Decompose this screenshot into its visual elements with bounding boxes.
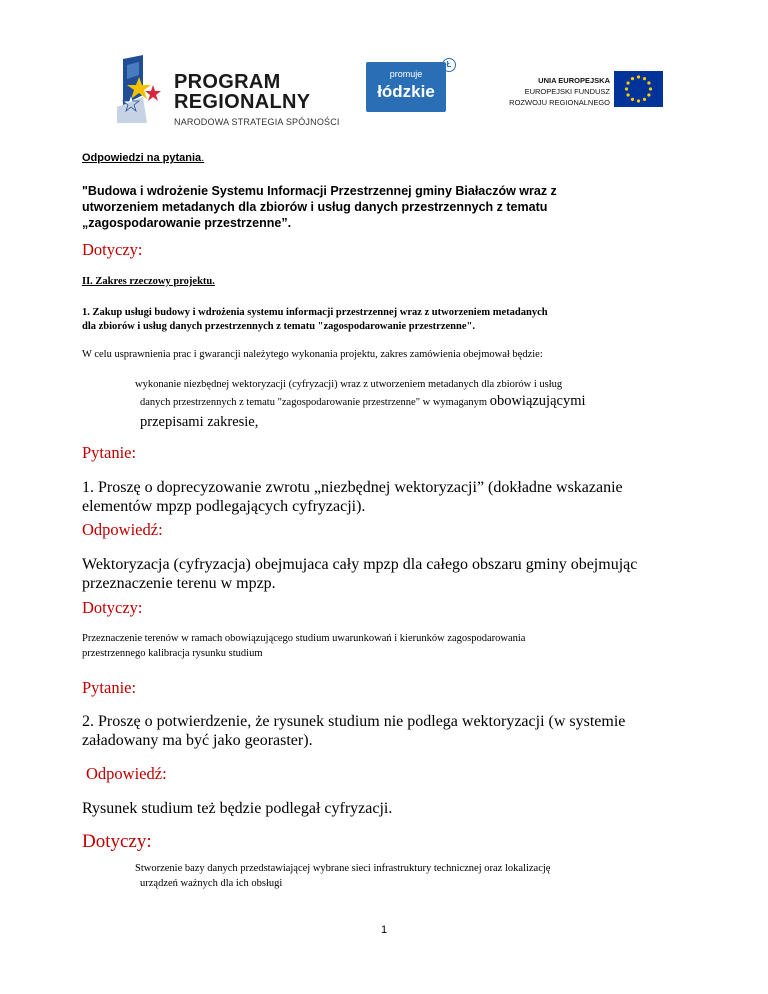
program-line2: REGIONALNY — [174, 91, 311, 113]
scope-item-line2: danych przestrzennych z tematu "zagospodarowanie przestrzenne" w wymaganym — [140, 397, 488, 408]
dotyczy-label-1: Dotyczy: — [82, 240, 143, 259]
lodzkie-badge-icon: Ł — [442, 58, 456, 72]
promuje-lodzkie-logo — [366, 58, 458, 112]
scope-item-line3: przepisami zakresie, — [140, 414, 259, 430]
scope-item-line1: wykonanie niezbędnej wektoryzacji (cyfryzacji) wraz z utworzeniem metadanych dla zbiorów i usług — [135, 379, 563, 390]
dotyczy-3-text — [135, 861, 550, 891]
lodzkie-name-text: łódzkie — [377, 82, 435, 101]
question-2-line1: 2. Proszę o potwierdzenie, że rysunek studium nie podlega wektoryzacji (w systemie — [82, 713, 626, 730]
project-title-line3: „zagospodarowanie przestrzenne”. — [82, 216, 292, 230]
page-number: 1 — [380, 924, 388, 936]
question-1-text — [82, 478, 623, 516]
dotyczy-3-line2: urządzeń ważnych dla ich obsługi — [140, 878, 283, 889]
program-regionalny-logo-text — [174, 72, 340, 127]
dotyczy-2-line2: przestrzennego kalibracja rysunku studium — [82, 648, 263, 659]
question-2-text — [82, 712, 625, 750]
answer-label-1: Odpowiedź: — [82, 520, 163, 539]
item1-line1: 1. Zakup usługi budowy i wdrożenia systemu informacji przestrzennej wraz z utworzeniem metadanych — [82, 307, 548, 318]
item1-text — [82, 306, 548, 334]
question-label-2: Pytanie: — [82, 678, 137, 697]
answer-2-text: Rysunek studium też będzie podlegał cyfryzacji. — [82, 800, 393, 817]
project-title-line2: utworzeniem metadanych dla zbiorów i usług danych przestrzennych z tematu — [82, 200, 548, 214]
scope-item-line2-row — [140, 393, 586, 411]
program-line3: NARODOWA STRATEGIA SPÓJNOŚCI — [174, 117, 340, 127]
answer-label-2: Odpowiedź: — [86, 764, 167, 783]
answer-1-line1: Wektoryzacja (cyfryzacja) obejmujaca cały mpzp dla całego obszaru gminy obejmując — [82, 556, 638, 573]
scope-item-line2-big: obowiązującymi — [489, 393, 586, 409]
answer-1-text — [82, 555, 637, 593]
eu-line3: ROZWOJU REGIONALNEGO — [509, 98, 610, 107]
lodzkie-promuje-text: promuje — [389, 69, 423, 79]
project-title — [82, 183, 557, 231]
answer-1-line2: przeznaczenie terenu w mpzp. — [82, 575, 276, 592]
dotyczy-label-2: Dotyczy: — [82, 598, 143, 617]
eu-logo-text — [486, 75, 610, 108]
project-title-line1: "Budowa i wdrożenie Systemu Informacji Przestrzennej gminy Białaczów wraz z — [82, 184, 557, 198]
eu-line2: EUROPEJSKI FUNDUSZ — [524, 87, 610, 96]
dotyczy-2-line1: Przeznaczenie terenów w ramach obowiązującego studium uwarunkowań i kierunków zagospodarowania — [82, 633, 526, 644]
lodzkie-logo-box — [366, 62, 446, 112]
program-line1: PROGRAM — [174, 71, 281, 93]
scope-item — [135, 377, 586, 430]
dotyczy-3-line1: Stworzenie bazy danych przedstawiającej wybrane sieci infrastruktury technicznej oraz lokalizację — [135, 863, 551, 874]
eu-flag-icon — [614, 71, 663, 107]
eu-line1: UNIA EUROPEJSKA — [538, 76, 610, 85]
dotyczy-2-text — [82, 631, 525, 661]
intro-text: W celu usprawnienia prac i gwarancji należytego wykonania projektu, zakres zamówienia obejmował będzie: — [82, 349, 543, 360]
program-regionalny-logo-icon — [117, 55, 165, 123]
item1-line2: dla zbiorów i usług danych przestrzennych z tematu "zagospodarowanie przestrzenne". — [82, 321, 475, 332]
question-label-1: Pytanie: — [82, 443, 137, 462]
question-1-line1: 1. Proszę o doprecyzowanie zwrotu „niezbędnej wektoryzacji” (dokładne wskazanie — [82, 479, 623, 496]
question-1-line2: elementów mpzp podlegających cyfryzacji). — [82, 498, 366, 515]
section-title: Odpowiedzi na pytania. — [82, 152, 205, 164]
question-2-line2: załadowany ma być jako georaster). — [82, 732, 313, 749]
dotyczy-label-3: Dotyczy: — [82, 831, 152, 852]
scope-heading: II. Zakres rzeczowy projektu. — [82, 276, 215, 287]
